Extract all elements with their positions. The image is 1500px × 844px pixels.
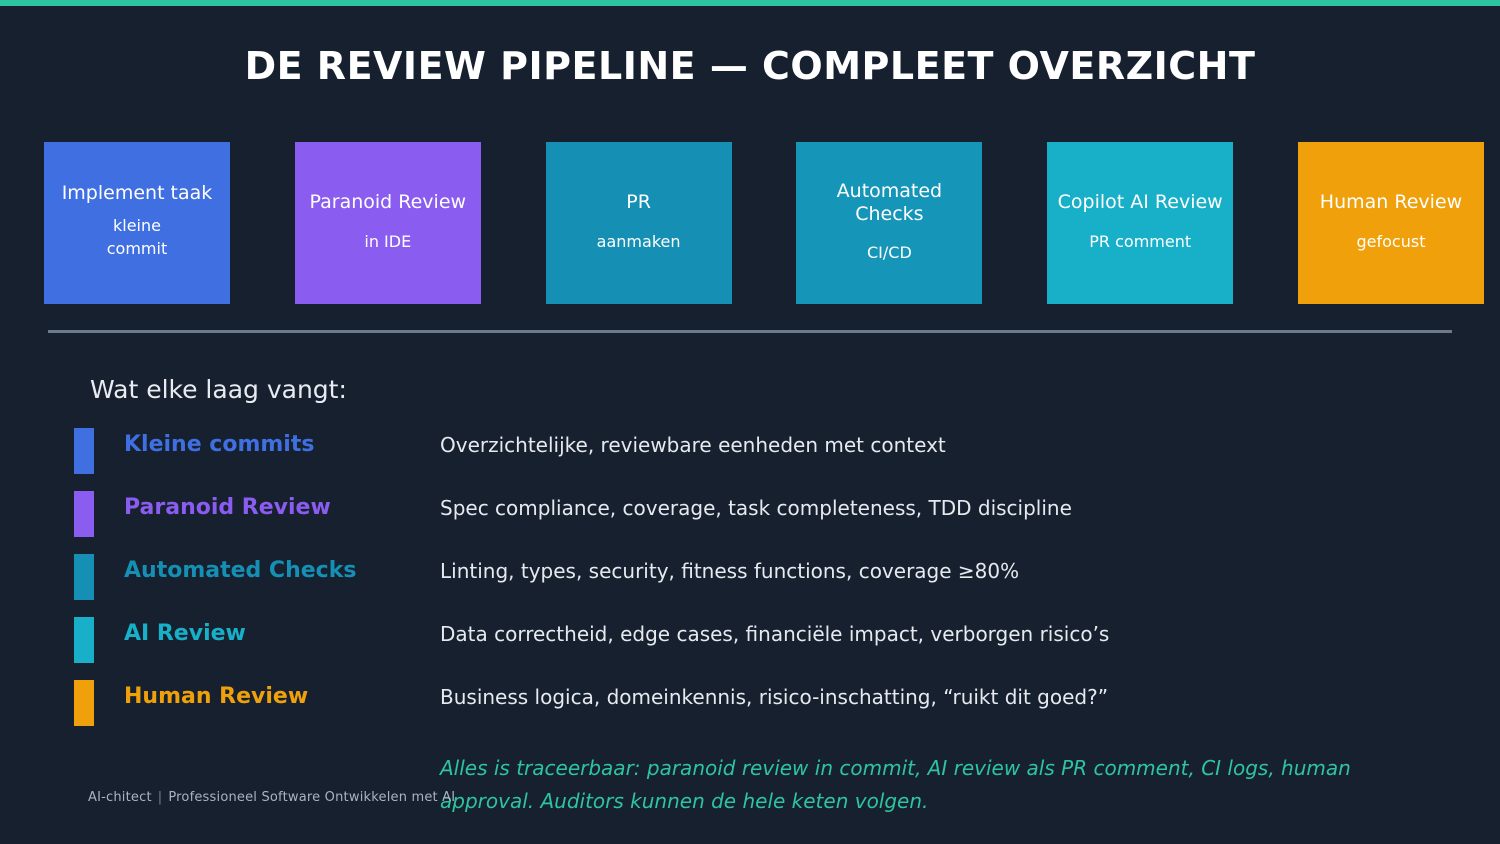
pipeline-stages [44,142,1484,304]
legend-description: Spec compliance, coverage, task completeness, TDD discipline [440,496,1072,520]
legend-description: Data correctheid, edge cases, financiële impact, verborgen risico’s [440,622,1110,646]
legend-row [74,491,1434,554]
pipeline-stage-title: Paranoid Review [309,191,467,214]
legend-row [74,428,1434,491]
legend-label: Paranoid Review [124,495,331,520]
legend-color-swatch [74,491,94,537]
pipeline-stage-4 [796,142,982,304]
legend-color-swatch [74,428,94,474]
legend-label: Automated Checks [124,558,357,583]
pipeline-stage-title: Automated Checks [836,180,943,225]
pipeline-stage-subtitle: kleine commit [106,216,168,259]
pipeline-stage-1 [44,142,230,304]
pipeline-stage-title: Implement taak [61,181,213,204]
footer-separator: | [157,790,163,805]
legend-description: Linting, types, security, fitness functions, coverage ≥80% [440,559,1020,583]
legend-description: Business logica, domeinkennis, risico-inschatting, “ruikt dit goed?” [440,685,1109,709]
pipeline-stage-3 [546,142,732,304]
footer-brand [88,790,455,805]
legend-color-swatch [74,680,94,726]
pipeline-stage-subtitle: aanmaken [596,231,681,251]
legend-color-swatch [74,617,94,663]
section-divider [48,330,1452,333]
page-title: DE REVIEW PIPELINE — COMPLEET OVERZICHT [244,44,1256,88]
legend-row [74,680,1434,743]
legend-description: Overzichtelijke, reviewbare eenheden met context [440,433,946,457]
footer-tagline: Professioneel Software Ontwikkelen met AI [168,790,456,805]
pipeline-stage-6 [1298,142,1484,304]
pipeline-stage-title: PR [626,191,651,214]
legend-label: AI Review [124,621,246,646]
top-accent-bar [0,0,1500,6]
pipeline-stage-title: Copilot AI Review [1057,191,1223,214]
legend-label: Human Review [124,684,309,709]
pipeline-stage-subtitle: gefocust [1356,231,1426,251]
pipeline-stage-subtitle: in IDE [364,231,412,251]
legend-row [74,617,1434,680]
footnote-text: Alles is traceerbaar: paranoid review in commit, AI review als PR comment, CI logs, human approval. Auditors kunnen de hele keten volgen. [440,756,1351,813]
pipeline-stage-2 [295,142,481,304]
legend-list [74,428,1434,743]
pipeline-stage-title: Human Review [1319,191,1463,214]
legend-label: Kleine commits [124,432,315,457]
legend-color-swatch [74,554,94,600]
footer-brand-name: AI-chitect [88,790,152,805]
legend-row [74,554,1434,617]
pipeline-stage-subtitle: CI/CD [867,242,912,262]
section-heading: Wat elke laag vangt: [90,375,347,404]
pipeline-stage-subtitle: PR comment [1089,231,1192,251]
pipeline-stage-5 [1047,142,1233,304]
